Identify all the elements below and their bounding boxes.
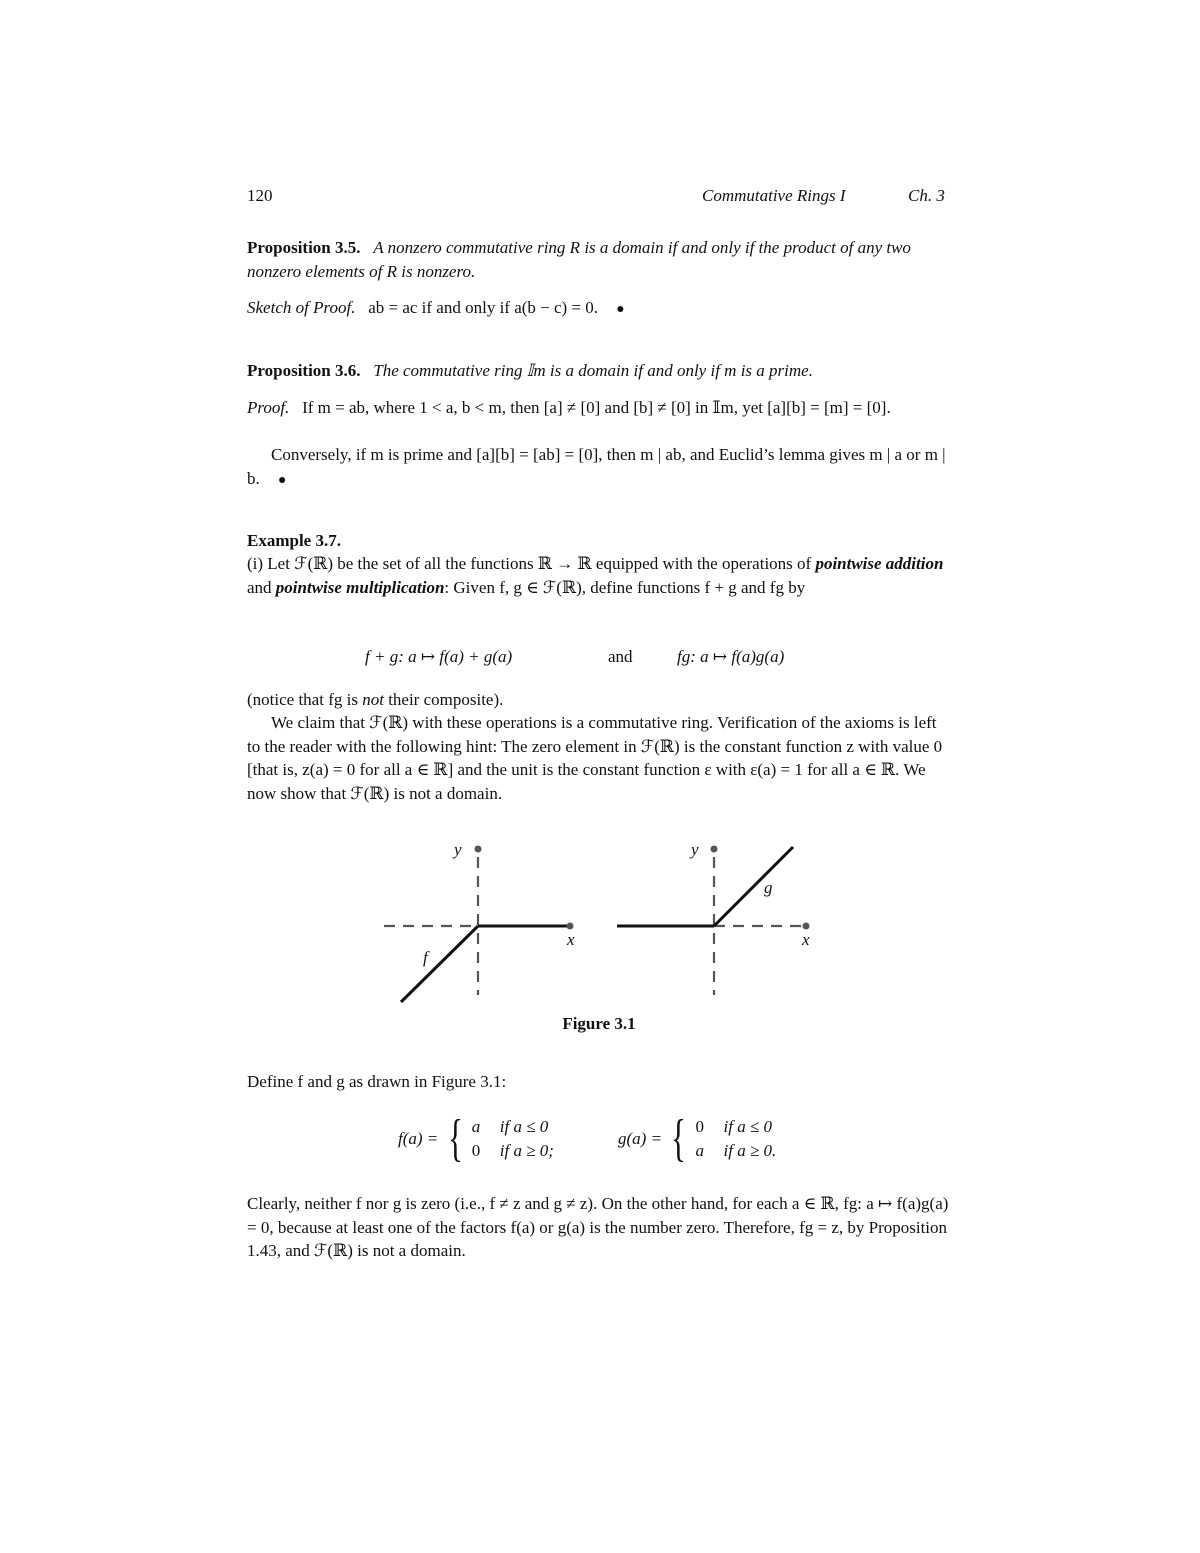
f-piecewise-definition xyxy=(398,1110,554,1167)
left-brace: { xyxy=(447,1110,463,1167)
case-value: a xyxy=(471,1117,481,1136)
proof-label: Proof. xyxy=(247,398,290,417)
left-brace: { xyxy=(671,1110,687,1167)
running-title: Commutative Rings I xyxy=(702,186,846,205)
proposition-3-6 xyxy=(247,359,951,383)
f-curve-label: f xyxy=(423,948,428,967)
figure-3-1 xyxy=(370,835,830,1010)
text-run: their composite). xyxy=(383,690,504,709)
right-x-label: x xyxy=(802,930,810,949)
notice-line xyxy=(247,688,951,712)
proof-body: If m = ab, where 1 < a, b < m, then [a] ≠ [0] and [b] ≠ [0] in 𝕀m, yet [a][b] = [m] = [0]. xyxy=(302,398,891,417)
proof-converse xyxy=(247,443,951,492)
g-piecewise-definition xyxy=(618,1110,777,1167)
g-curve-label: g xyxy=(764,878,773,897)
term-pointwise-multiplication: pointwise multiplication xyxy=(275,577,445,597)
qed-mark: ● xyxy=(616,302,625,317)
case-condition: if a ≤ 0 xyxy=(499,1117,549,1136)
case-value: 0 xyxy=(695,1117,705,1136)
text-run: (notice that fg is xyxy=(247,690,363,709)
left-y-label: y xyxy=(454,840,462,859)
product-definition: fg: a ↦ f(a)g(a) xyxy=(677,647,785,666)
f-cases xyxy=(472,1115,554,1163)
sketch-of-proof xyxy=(247,296,951,322)
sum-definition: f + g: a ↦ f(a) + g(a) xyxy=(365,647,513,666)
f-lhs: f(a) = xyxy=(398,1129,439,1148)
define-intro: Define f and g as drawn in Figure 3.1: xyxy=(247,1072,507,1091)
emphasis-not: not xyxy=(362,690,384,709)
f-negative-branch xyxy=(401,926,478,1002)
figure-caption: Figure 3.1 xyxy=(562,1014,636,1033)
y-axis-arrow-dot xyxy=(475,846,482,853)
case-value: 0 xyxy=(471,1141,481,1160)
g-cases xyxy=(696,1115,777,1163)
text-run: and xyxy=(247,577,276,597)
conclusion-paragraph: Clearly, neither f nor g is zero (i.e., f ≠ z and g ≠ z). On the other hand, for each a ∈ ℝ, fg: a ↦ f(a)g(a) = 0, because at least one of the factors f(a) or g(a) is the number zero. Therefore, fg = z, by Proposition 1.43, and ℱ(ℝ) is not a domain. xyxy=(247,1194,949,1260)
proposition-label: Proposition 3.6. xyxy=(247,361,361,380)
converse-text: Conversely, if m is prime and [a][b] = [ab] = [0], then m | ab, and Euclid’s lemma gives m | a or m | b. xyxy=(247,445,946,488)
display-and: and xyxy=(608,647,633,666)
g-positive-branch xyxy=(714,847,793,926)
example-paragraph-1 xyxy=(247,552,951,599)
right-y-label: y xyxy=(691,840,699,859)
claim-paragraph: We claim that ℱ(ℝ) with these operations is a commutative ring. Verification of the axioms is left to the reader with the following hint: The zero element in ℱ(ℝ) is the constant function z with value 0 [that is, z(a) = 0 for all a ∈ ℝ] and the unit is the constant function ε with ε(a) = 1 for all a ∈ ℝ. We now show that ℱ(ℝ) is not a domain. xyxy=(247,713,943,803)
text-run: (i) Let ℱ(ℝ) be the set of all the functions ℝ → ℝ equipped with the operations of xyxy=(247,554,816,573)
left-x-label: x xyxy=(567,930,575,949)
sketch-label: Sketch of Proof. xyxy=(247,298,356,317)
proposition-statement: The commutative ring 𝕀m is a domain if and only if m is a prime. xyxy=(373,361,813,380)
case-condition: if a ≤ 0 xyxy=(723,1117,773,1136)
chapter-label: Ch. 3 xyxy=(908,186,945,205)
proposition-3-5 xyxy=(247,236,951,283)
case-condition: if a ≥ 0; xyxy=(499,1141,554,1160)
proposition-statement: A nonzero commutative ring R is a domain if and only if the product of any two nonzero elements of R is nonzero. xyxy=(247,238,911,281)
proof xyxy=(247,396,951,420)
sketch-body: ab = ac if and only if a(b − c) = 0. xyxy=(368,298,599,317)
proposition-label: Proposition 3.5. xyxy=(247,238,361,257)
case-condition: if a ≥ 0. xyxy=(723,1141,777,1160)
y-axis-arrow-dot xyxy=(711,846,718,853)
page-number: 120 xyxy=(247,186,273,205)
text-run: : Given f, g ∈ ℱ(ℝ), define functions f + g and fg by xyxy=(444,577,806,597)
g-lhs: g(a) = xyxy=(618,1129,663,1148)
x-axis-arrow-dot xyxy=(803,923,810,930)
example-label: Example 3.7. xyxy=(247,531,341,550)
qed-mark: ● xyxy=(278,472,287,488)
x-axis-arrow-dot xyxy=(567,923,574,930)
term-pointwise-addition: pointwise addition xyxy=(815,554,944,573)
case-value: a xyxy=(695,1141,705,1160)
